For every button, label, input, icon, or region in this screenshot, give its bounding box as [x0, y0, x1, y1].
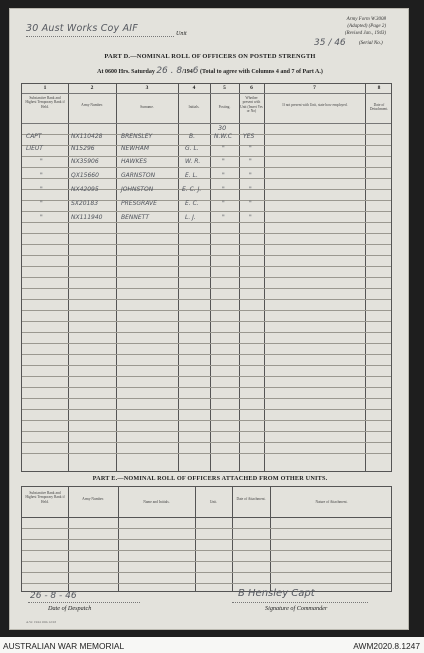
col-header-rank: Substantive Rank and Highest Temporary Rank if Held. [25, 96, 65, 109]
print-code: A.W. 1944 16m 12/43 [26, 620, 57, 624]
cell-initials: E. L. [185, 172, 198, 179]
row-rule [22, 332, 391, 333]
cell-rank: " [40, 200, 43, 207]
despatch-underline [28, 602, 140, 603]
row-rule [22, 354, 391, 355]
part-e-header-name: Name and Initials. [143, 500, 170, 504]
cell-posting: " [222, 145, 225, 152]
row-rule [22, 310, 391, 311]
form-ref-line: (Adapted) (Page 2) [347, 23, 386, 29]
col-number: 4 [192, 85, 196, 91]
row-rule [22, 572, 391, 573]
part-e-header-unit: Unit. [209, 500, 218, 504]
row-rule [22, 321, 391, 322]
institution-name: AUSTRALIAN WAR MEMORIAL [3, 641, 125, 651]
row-rule [22, 420, 391, 421]
row-rule [22, 539, 391, 540]
cell-army-number: NX110428 [71, 133, 103, 140]
header-rule [22, 517, 391, 518]
cell-surname: BRENSLEY [121, 133, 153, 140]
cell-present: YES [243, 133, 255, 140]
cell-rank: " [40, 214, 43, 221]
signature-label: Signature of Commander [265, 605, 328, 612]
row-rule [22, 233, 391, 234]
cell-initials: W. R. [185, 158, 201, 165]
despatch-date-handwritten: 26 - 8 - 46 [30, 591, 77, 601]
row-rule [22, 156, 391, 157]
cell-present: " [249, 186, 252, 193]
col-header-army-number: Army Number. [81, 103, 103, 107]
form-ref-line: Army Form W.3008 [346, 17, 386, 22]
despatch-label: Date of Despatch [48, 605, 92, 612]
cell-posting: N.W.C [214, 133, 232, 140]
row-rule [22, 398, 391, 399]
cell-army-number: SX20183 [71, 200, 99, 207]
col-number: 8 [377, 85, 381, 91]
col-header-initials: Initials. [188, 105, 200, 109]
col-number: 7 [313, 85, 316, 91]
col-number: 1 [43, 85, 47, 91]
cell-present: " [249, 172, 252, 179]
row-rule [22, 222, 391, 223]
row-rule [22, 431, 391, 432]
army-form-page [9, 8, 409, 630]
serial-handwritten: 35 / 46 [314, 38, 346, 48]
col-number: 5 [223, 85, 226, 91]
signature-underline [232, 602, 368, 603]
cell-surname: HAWKES [121, 158, 147, 165]
col-header-employment: If not present with Unit, state how employed. [282, 103, 348, 107]
cell-initials: E. C. J. [182, 186, 202, 193]
part-e-header-nature: Nature of Attachment. [315, 500, 348, 504]
part-d-date-line [10, 66, 410, 76]
cell-posting: " [222, 186, 225, 193]
form-ref-line: (Revised Jan., 1943) [344, 30, 386, 36]
cell-present: " [249, 145, 252, 152]
cell-rank: " [40, 186, 43, 193]
row-rule [22, 211, 391, 212]
year-handwritten: 6 [192, 66, 199, 76]
cell-surname: JOHNSTON [121, 186, 154, 193]
cell-surname: PRESGRAVE [121, 200, 157, 207]
row-rule [22, 550, 391, 551]
year-prefix: /194 [182, 69, 193, 75]
row-rule [22, 376, 391, 377]
part-d-title: PART D.—NOMINAL ROLL OF OFFICERS ON POSTED STRENGTH [104, 53, 316, 60]
col-header-surname: Surname. [140, 105, 154, 109]
serial-label: (Serial No.) [359, 41, 383, 46]
archive-credit-bar [0, 637, 424, 653]
cell-rank: " [40, 172, 43, 179]
cell-present: " [249, 214, 252, 221]
row-rule [22, 528, 391, 529]
header-rule [22, 93, 391, 94]
part-e-title: PART E.—NOMINAL ROLL OF OFFICERS ATTACHED FROM OTHER UNITS. [92, 475, 328, 482]
row-rule [22, 255, 391, 256]
cell-present: " [249, 200, 252, 207]
row-rule [22, 299, 391, 300]
cell-initials: E. C. [185, 200, 199, 207]
row-rule [22, 266, 391, 267]
date-prefix: At 0600 Hrs. Saturday [97, 69, 155, 75]
col-number: 3 [145, 85, 149, 91]
cell-surname: NEWHAM [121, 145, 150, 152]
cell-army-number: NX111940 [71, 214, 103, 221]
cell-initials: L. J. [185, 214, 196, 221]
cell-present: " [249, 158, 252, 165]
cell-rank: LIEUT [26, 145, 43, 152]
part-e-header-army-number: Army Number. [82, 497, 104, 501]
accession-number: AWM2020.8.1247 [353, 641, 420, 651]
cell-posting: " [222, 214, 225, 221]
cell-surname: GARNSTON [121, 172, 156, 179]
cell-posting: " [222, 172, 225, 179]
part-e-header-date: Date of Attachment. [236, 497, 266, 501]
row-rule [22, 387, 391, 388]
cell-posting: " [222, 158, 225, 165]
cell-rank: " [40, 158, 43, 165]
part-e-table [21, 486, 392, 592]
col-header-present: Whether present with Unit (Insert Yes or No) [240, 96, 263, 114]
col-header-detachment: Date of Detachment. [369, 103, 389, 112]
total-note: 30 [218, 124, 227, 132]
cell-army-number: NX42095 [71, 186, 99, 193]
cell-army-number: NX35906 [71, 158, 99, 165]
row-rule [22, 583, 391, 584]
part-e-header-rank: Substantive Rank and Highest Temporary Rank if Held. [25, 491, 65, 504]
row-rule [22, 561, 391, 562]
row-rule [22, 167, 391, 168]
row-rule [22, 277, 391, 278]
commander-signature: B Hensley Capt [238, 588, 315, 599]
cell-initials: G. L. [185, 145, 199, 152]
row-rule [22, 288, 391, 289]
col-header-posting: Posting. [218, 105, 231, 109]
cell-army-number: QX15660 [71, 172, 99, 179]
row-rule [22, 365, 391, 366]
row-rule [22, 244, 391, 245]
cell-rank: CAPT [26, 133, 42, 140]
unit-underline [26, 36, 174, 37]
form-reference [345, 17, 386, 37]
date-suffix: (Total to agree with Columns 4 and 7 of Part A.) [200, 69, 323, 75]
cell-army-number: N15296 [71, 145, 95, 152]
row-rule [22, 409, 391, 410]
header-rule [22, 123, 391, 124]
row-rule [22, 453, 391, 454]
row-rule [22, 343, 391, 344]
date-handwritten: 26 . 8 [156, 66, 183, 76]
col-number: 2 [90, 85, 94, 91]
cell-surname: BENNETT [121, 214, 150, 221]
cell-initials: B. [189, 133, 196, 140]
cell-posting: " [222, 200, 225, 207]
col-number: 6 [250, 85, 253, 91]
unit-handwritten: 30 Aust Works Coy AIF [26, 23, 138, 34]
unit-label: Unit [176, 31, 187, 37]
row-rule [22, 442, 391, 443]
part-d-table [21, 83, 392, 472]
